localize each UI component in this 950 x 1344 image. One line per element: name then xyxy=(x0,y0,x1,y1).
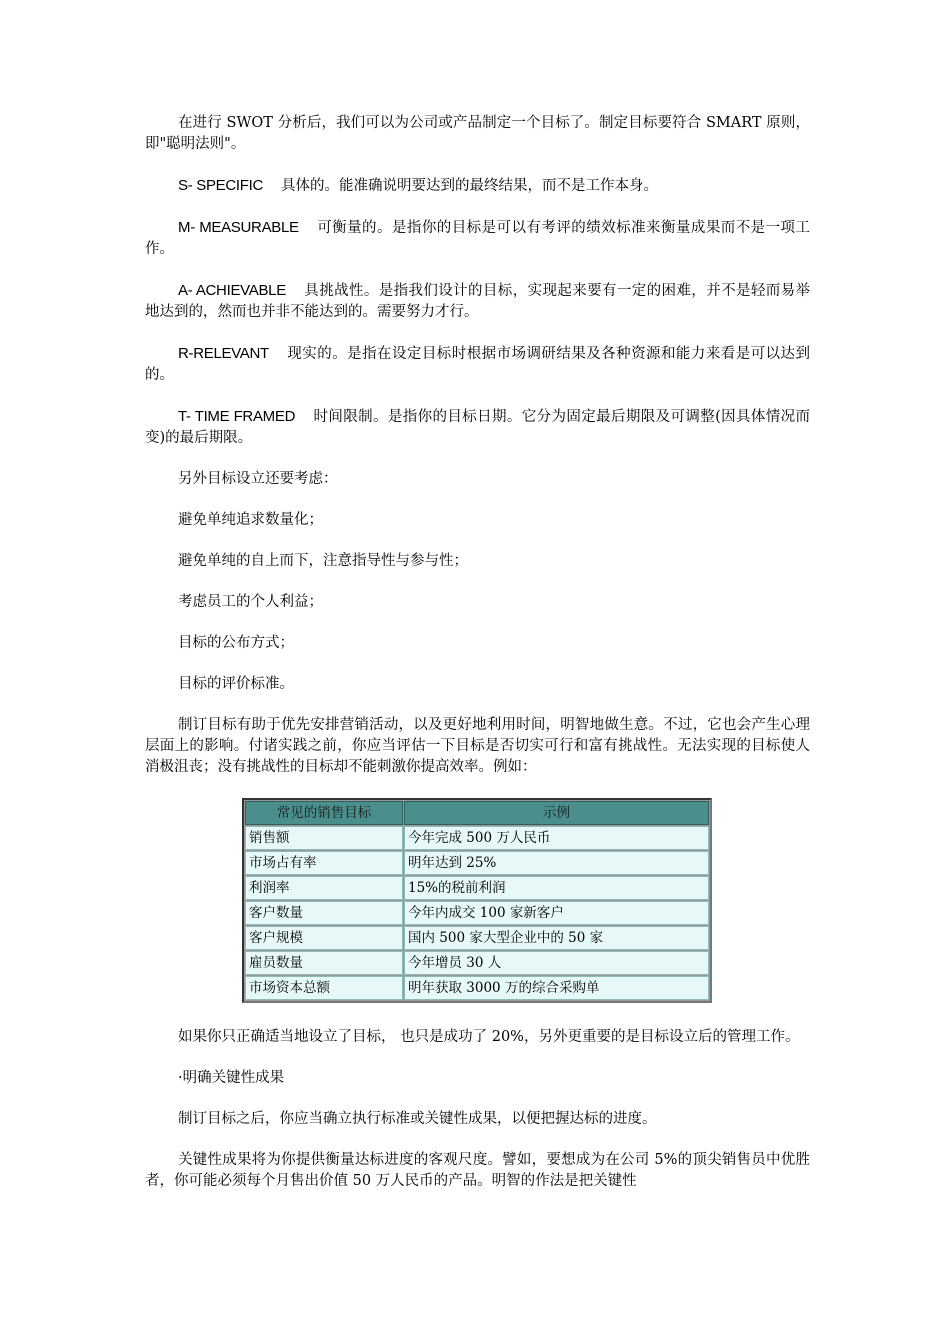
table-cell-example: 15%的税前利润 xyxy=(404,876,709,900)
table-row xyxy=(245,826,709,850)
table-row xyxy=(245,876,709,900)
smart-relevant-text: 现实的。是指在设定目标时根据市场调研结果及各种资源和能力来看是可以达到的。 xyxy=(145,346,810,383)
table-cell-example: 明年达到 25% xyxy=(404,851,709,875)
document-page xyxy=(145,113,810,1192)
table-cell-example: 明年获取 3000 万的综合采购单 xyxy=(404,976,709,1000)
after-table-paragraph: 如果你只正确适当地设立了目标， 也只是成功了 20%，另外更重要的是目标设立后的管理工作。 xyxy=(178,1029,800,1045)
sales-goals-table-frame xyxy=(242,798,712,1003)
key-results-paragraph-2: 关键性成果将为你提供衡量达标进度的客观尺度。譬如，要想成为在公司 5%的顶尖销售员中优胜者，你可能必须每个月售出价值 50 万人民币的产品。明智的作法是把关键性 xyxy=(145,1152,810,1189)
smart-specific-text: 具体的。能准确说明要达到的最终结果，而不是工作本身。 xyxy=(281,178,659,194)
smart-relevant-paragraph xyxy=(145,343,810,386)
table-header-example: 示例 xyxy=(404,801,709,825)
sales-goals-table xyxy=(244,800,710,1001)
smart-specific-term: S- SPECIFIC xyxy=(178,177,264,194)
smart-time-paragraph xyxy=(145,406,810,449)
smart-achievable-text: 具挑战性。是指我们设计的目标，实现起来要有一定的困难，并不是轻而易举地达到的，然而也并非不能达到的。需要努力才行。 xyxy=(145,283,811,320)
table-cell-goal: 市场资本总额 xyxy=(245,976,403,1000)
table-cell-goal: 市场占有率 xyxy=(245,851,403,875)
table-header-row xyxy=(245,801,709,825)
consider-item-5: 目标的评价标准。 xyxy=(178,676,294,692)
table-header-goal: 常见的销售目标 xyxy=(245,801,403,825)
key-results-paragraph-1: 制订目标之后，你应当确立执行标准或关键性成果，以便把握达标的进度。 xyxy=(178,1111,657,1127)
consider-item-4: 目标的公布方式； xyxy=(178,635,294,651)
table-cell-goal: 利润率 xyxy=(245,876,403,900)
table-cell-goal: 雇员数量 xyxy=(245,951,403,975)
smart-achievable-paragraph xyxy=(145,280,810,323)
table-cell-goal: 客户规模 xyxy=(245,926,403,950)
table-row xyxy=(245,901,709,925)
smart-measurable-term: M- MEASURABLE xyxy=(178,219,299,236)
table-row xyxy=(245,951,709,975)
smart-time-term: T- TIME FRAMED xyxy=(178,408,296,425)
consider-item-3: 考虑员工的个人利益； xyxy=(178,594,323,610)
key-results-heading: ·明确关键性成果 xyxy=(178,1070,285,1086)
also-consider-paragraph: 另外目标设立还要考虑： xyxy=(178,471,338,487)
table-cell-goal: 销售额 xyxy=(245,826,403,850)
smart-specific-paragraph xyxy=(145,175,810,197)
goal-paragraph: 制订目标有助于优先安排营销活动，以及更好地利用时间，明智地做生意。不过，它也会产生心理层面上的影响。付诸实践之前，你应当评估一下目标是否切实可行和富有挑战性。无法实现的目标使人消极沮丧；没有挑战性的目标却不能刺激你提高效率。例如： xyxy=(145,717,810,775)
smart-measurable-text: 可衡量的。是指你的目标是可以有考评的绩效标准来衡量成果而不是一项工作。 xyxy=(145,220,811,257)
table-cell-example: 今年内成交 100 家新客户 xyxy=(404,901,709,925)
consider-item-2: 避免单纯的自上而下，注意指导性与参与性； xyxy=(178,553,468,569)
smart-measurable-paragraph xyxy=(145,217,810,260)
table-cell-example: 国内 500 家大型企业中的 50 家 xyxy=(404,926,709,950)
table-cell-example: 今年增员 30 人 xyxy=(404,951,709,975)
smart-time-text: 时间限制。是指你的目标日期。它分为固定最后期限及可调整(因具体情况而变)的最后期限。 xyxy=(145,409,810,446)
table-row xyxy=(245,926,709,950)
table-row xyxy=(245,851,709,875)
intro-paragraph: 在进行 SWOT 分析后，我们可以为公司或产品制定一个目标了。制定目标要符合 SMART 原则，即"聪明法则"。 xyxy=(145,115,810,152)
table-row xyxy=(245,976,709,1000)
table-cell-goal: 客户数量 xyxy=(245,901,403,925)
table-cell-example: 今年完成 500 万人民币 xyxy=(404,826,709,850)
smart-achievable-term: A- ACHIEVABLE xyxy=(178,282,286,299)
smart-relevant-term: R-RELEVANT xyxy=(178,345,269,362)
consider-item-1: 避免单纯追求数量化； xyxy=(178,512,323,528)
